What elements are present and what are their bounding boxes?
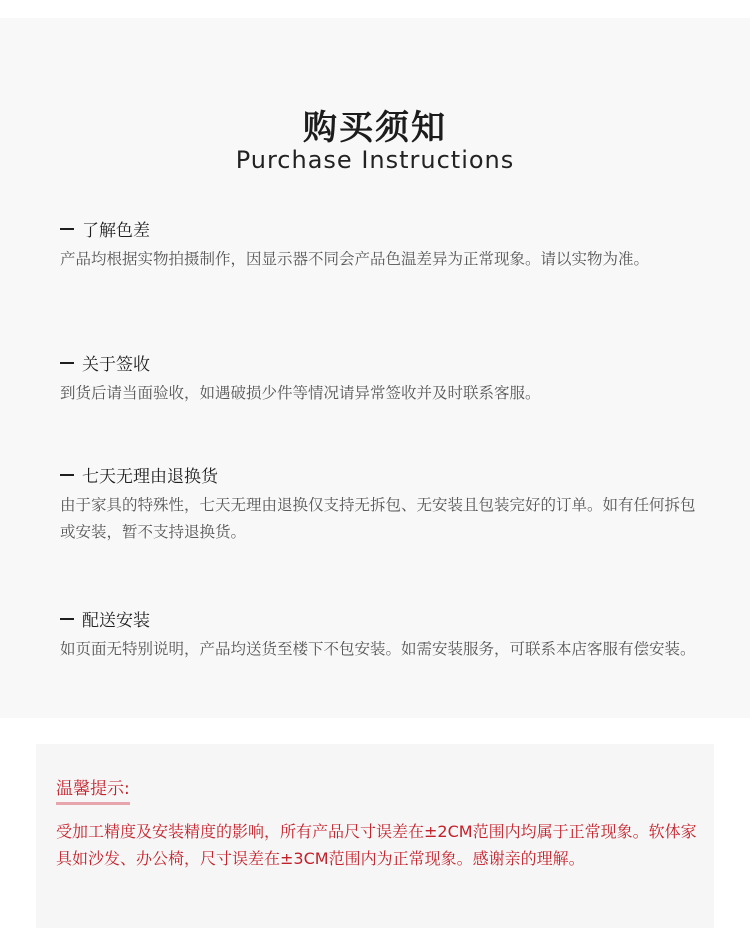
- dash-icon: [60, 618, 74, 620]
- page-title: 购买须知: [303, 108, 447, 148]
- page-subtitle: Purchase Instructions: [235, 146, 515, 174]
- dash-icon: [60, 362, 74, 364]
- section-heading-text: 配送安装: [82, 611, 150, 631]
- dash-icon: [60, 474, 74, 476]
- section-body: 到货后请当面验收，如遇破损少件等情况请异常签收并及时联系客服。: [60, 384, 541, 402]
- section-seven-day-return: [60, 464, 700, 546]
- section-heading: [60, 352, 700, 378]
- section-heading: [60, 608, 700, 634]
- section-body: 如页面无特别说明，产品均送货至楼下不包安装。如需安装服务，可联系本店客服有偿安装。: [60, 640, 696, 658]
- warm-tip-panel: [36, 744, 714, 928]
- dash-icon: [60, 228, 74, 230]
- section-color-difference: [60, 218, 700, 273]
- section-body: 由于家具的特殊性，七天无理由退换仅支持无拆包、无安装且包装完好的订单。如有任何拆包或安装，暂不支持退换货。: [60, 496, 696, 541]
- section-heading-text: 七天无理由退换货: [82, 467, 218, 487]
- warm-tip-body: 受加工精度及安装精度的影响，所有产品尺寸误差在±2CM范围内均属于正常现象。软体家具如沙发、办公椅，尺寸误差在±3CM范围内为正常现象。感谢亲的理解。: [56, 822, 697, 868]
- section-heading: [60, 218, 700, 244]
- section-body: 产品均根据实物拍摄制作，因显示器不同会产品色温差异为正常现象。请以实物为准。: [60, 250, 650, 268]
- section-heading-text: 了解色差: [82, 221, 150, 241]
- section-delivery-receipt: [60, 352, 700, 407]
- warm-tip-title: 温馨提示:: [56, 774, 130, 805]
- section-heading: [60, 464, 700, 490]
- section-delivery-installation: [60, 608, 700, 663]
- section-heading-text: 关于签收: [82, 355, 150, 375]
